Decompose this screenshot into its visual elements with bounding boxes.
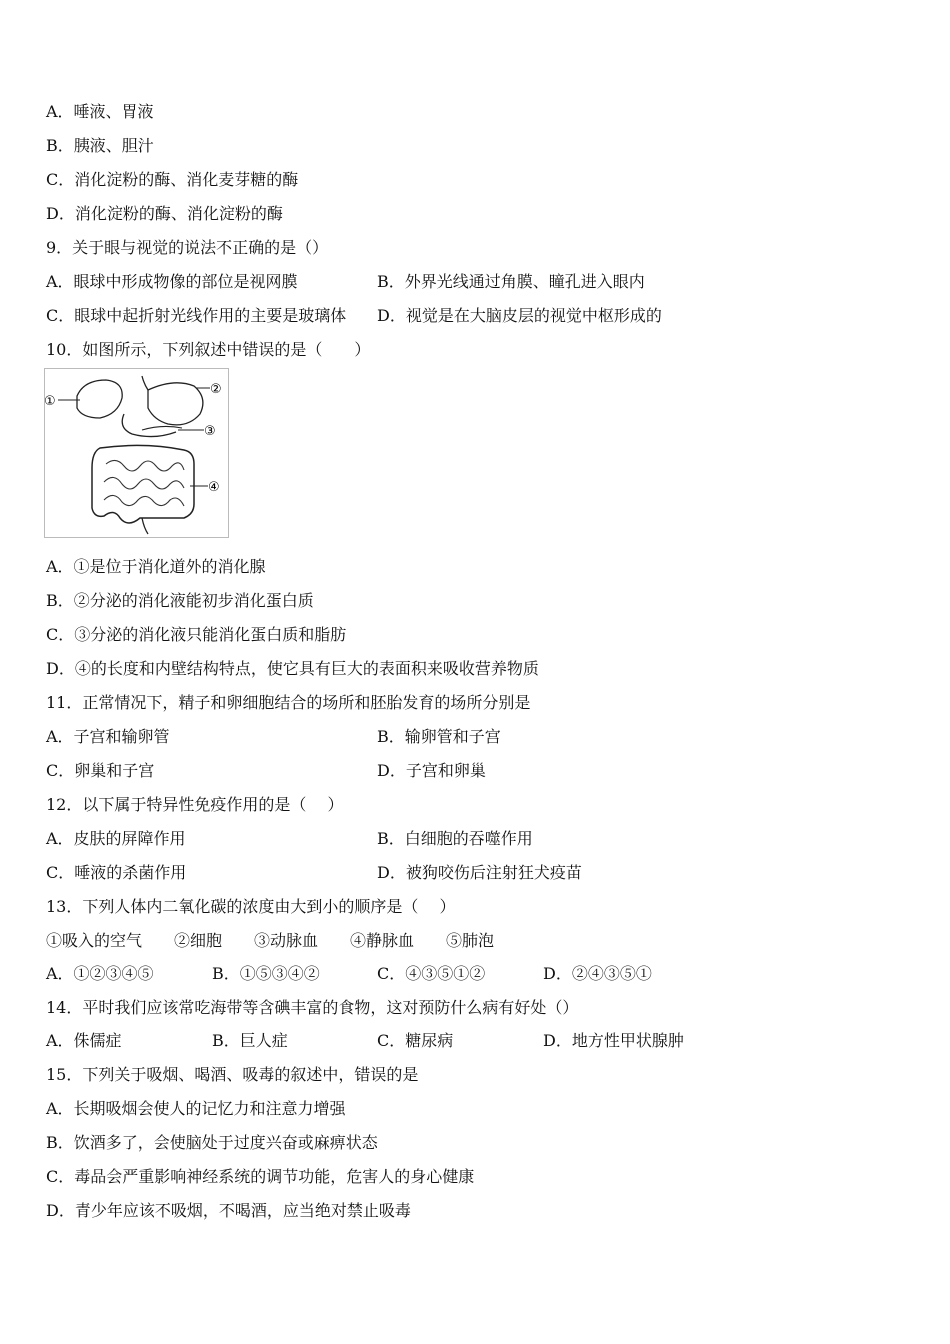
q10-option-a: A．①是位于消化道外的消化腺 bbox=[46, 557, 266, 576]
q8-option-b: B．胰液、胆汁 bbox=[46, 136, 154, 155]
q13-items: ①吸入的空气 ②细胞 ③动脉血 ④静脉血 ⑤肺泡 bbox=[46, 931, 495, 950]
q11-option-d: D．子宫和卵巢 bbox=[377, 761, 486, 780]
digestive-system-figure bbox=[44, 368, 229, 538]
q8-option-c: C．消化淀粉的酶、消化麦芽糖的酶 bbox=[46, 170, 299, 189]
q11-option-c: C．卵巢和子宫 bbox=[46, 761, 155, 780]
q14-option-d: D．地方性甲状腺肿 bbox=[543, 1031, 684, 1050]
q8-option-d: D．消化淀粉的酶、消化淀粉的酶 bbox=[46, 204, 283, 223]
figure-label-3: ③ bbox=[204, 424, 216, 439]
q12-option-d: D．被狗咬伤后注射狂犬疫苗 bbox=[377, 863, 582, 882]
large-intestine-shape bbox=[92, 445, 194, 523]
q10-option-d: D．④的长度和内壁结构特点，使它具有巨大的表面积来吸收营养物质 bbox=[46, 659, 539, 678]
q9-row-cd bbox=[46, 306, 906, 326]
q9-option-b: B．外界光线通过角膜、瞳孔进入眼内 bbox=[377, 272, 645, 291]
q9-stem: 9．关于眼与视觉的说法不正确的是（） bbox=[46, 238, 329, 257]
q9-option-c: C．眼球中起折射光线作用的主要是玻璃体 bbox=[46, 306, 347, 325]
q14-option-b: B．巨人症 bbox=[212, 1031, 288, 1050]
digestive-system-diagram bbox=[44, 368, 229, 538]
q12-option-a: A．皮肤的屏障作用 bbox=[46, 829, 186, 848]
q10-option-c: C．③分泌的消化液只能消化蛋白质和脂肪 bbox=[46, 625, 347, 644]
q15-option-a: A．长期吸烟会使人的记忆力和注意力增强 bbox=[46, 1099, 346, 1118]
q13-option-d: D．②④③⑤① bbox=[543, 964, 652, 983]
q15-option-d: D．青少年应该不吸烟，不喝酒，应当绝对禁止吸毒 bbox=[46, 1201, 411, 1220]
q12-row-cd bbox=[46, 863, 906, 883]
q12-row-ab bbox=[46, 829, 906, 849]
figure-label-2: ② bbox=[210, 382, 222, 397]
q10-option-b: B．②分泌的消化液能初步消化蛋白质 bbox=[46, 591, 314, 610]
small-intestine-shape bbox=[104, 460, 184, 506]
stomach-shape bbox=[148, 383, 203, 425]
q12-option-b: B．白细胞的吞噬作用 bbox=[377, 829, 533, 848]
q12-option-c: C．唾液的杀菌作用 bbox=[46, 863, 187, 882]
q9-option-d: D．视觉是在大脑皮层的视觉中枢形成的 bbox=[377, 306, 662, 325]
q11-row-cd bbox=[46, 761, 906, 781]
q13-stem: 13．下列人体内二氧化碳的浓度由大到小的顺序是（ ） bbox=[46, 897, 456, 916]
q14-option-c: C．糖尿病 bbox=[377, 1031, 454, 1050]
q15-option-c: C．毒品会严重影响神经系统的调节功能，危害人的身心健康 bbox=[46, 1167, 475, 1186]
q14-stem: 14．平时我们应该常吃海带等含碘丰富的食物，这对预防什么病有好处（） bbox=[46, 998, 579, 1017]
liver-shape bbox=[77, 380, 122, 418]
q9-row-ab bbox=[46, 272, 906, 292]
figure-label-1: ① bbox=[44, 394, 56, 409]
q11-option-b: B．输卵管和子宫 bbox=[377, 727, 501, 746]
q15-stem: 15．下列关于吸烟、喝酒、吸毒的叙述中，错误的是 bbox=[46, 1065, 419, 1084]
q11-option-a: A．子宫和输卵管 bbox=[46, 727, 170, 746]
figure-label-4: ④ bbox=[208, 480, 220, 495]
q12-stem: 12．以下属于特异性免疫作用的是（ ） bbox=[46, 795, 344, 814]
q13-option-a: A．①②③④⑤ bbox=[46, 964, 154, 983]
q11-stem: 11．正常情况下，精子和卵细胞结合的场所和胚胎发育的场所分别是 bbox=[46, 693, 531, 712]
q14-option-a: A．侏儒症 bbox=[46, 1031, 122, 1050]
q13-option-b: B．①⑤③④② bbox=[212, 964, 320, 983]
q15-option-b: B．饮酒多了，会使脑处于过度兴奋或麻痹状态 bbox=[46, 1133, 378, 1152]
q8-option-a: A．唾液、胃液 bbox=[46, 102, 154, 121]
q13-option-c: C．④③⑤①② bbox=[377, 964, 486, 983]
q11-row-ab bbox=[46, 727, 906, 747]
q9-option-a: A．眼球中形成物像的部位是视网膜 bbox=[46, 272, 298, 291]
q10-stem: 10．如图所示，下列叙述中错误的是（ ） bbox=[46, 340, 371, 359]
